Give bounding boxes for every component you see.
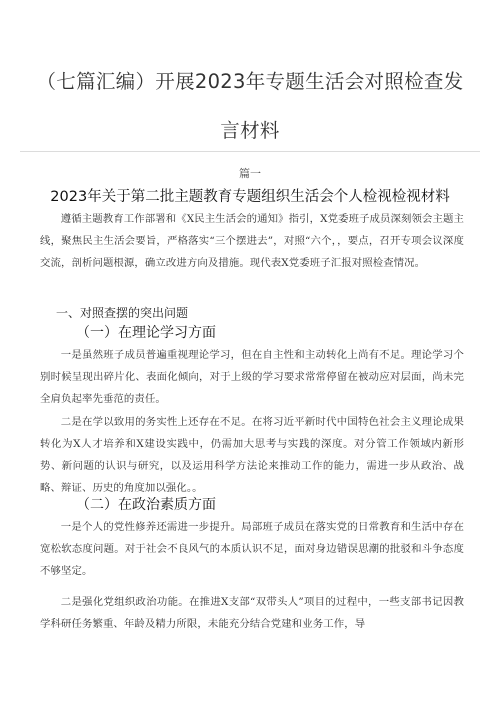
section1-heading: 一、对照查摆的突出问题 xyxy=(56,306,189,320)
part-label: 篇一 xyxy=(239,167,261,180)
subsection2-paragraph1: 一是个人的党性修养还需进一步提升。局部班子成员在落实党的日常教育和生活中存在宽松软态度问题。对于社会不良风气的本质认识不足，面对身边错误思潮的批驳和斗争态度不够坚定。 xyxy=(40,521,464,577)
subsection2-heading: （二）在政治素质方面 xyxy=(76,497,216,513)
subsection1-paragraph1: 一是虽然班子成员普遍重视理论学习，但在自主性和主动转化上尚有不足。理论学习个别时候呈现出碎片化、表面化倾向，对于上级的学习要求常常停留在被动应对层面，尚未完全肩负起率先垂范的责任。 xyxy=(40,349,464,405)
document-subtitle: 2023年关于第二批主题教育专题组织生活会个人检视检视材料 xyxy=(50,189,450,205)
subsection2-paragraph2: 二是强化党组织政治功能。在推进X支部“双带头人”项目的过程中，一些支部书记因教学科研任务繁重、年龄及精力所限，未能充分结合党建和业务工作，导 xyxy=(40,596,464,630)
title-divider xyxy=(20,151,480,152)
intro-paragraph: 遵循主题教育工作部署和《X民主生活会的通知》指引，X党委班子成员深刻领会主题主线，聚焦民主生活会要旨，严格落实“三个摆进去”，对照“六个，，要点，召开专项会议深度交流，剖析问题根源，确立改进方向及措施。现代表X党委班子汇报对照检查情况。 xyxy=(40,213,464,269)
document-title-line1: （七篇汇编）开展2023年专题生活会对照检查发 xyxy=(36,70,464,93)
document-title-line2: 言材料 xyxy=(220,119,280,142)
subsection1-paragraph2: 二是在学以致用的务实性上还存在不足。在将习近平新时代中国特色社会主义理论成果转化为X人才培养和X建设实践中，仍需加大思考与实践的深度。对分管工作领域内新形势、新问题的认识与研究，以及运用科学方法论来推动工作的能力，需进一步从政治、战略、辩证、历史的角度加以强化。。 xyxy=(40,416,464,494)
subsection1-heading: （一）在理论学习方面 xyxy=(76,325,216,341)
